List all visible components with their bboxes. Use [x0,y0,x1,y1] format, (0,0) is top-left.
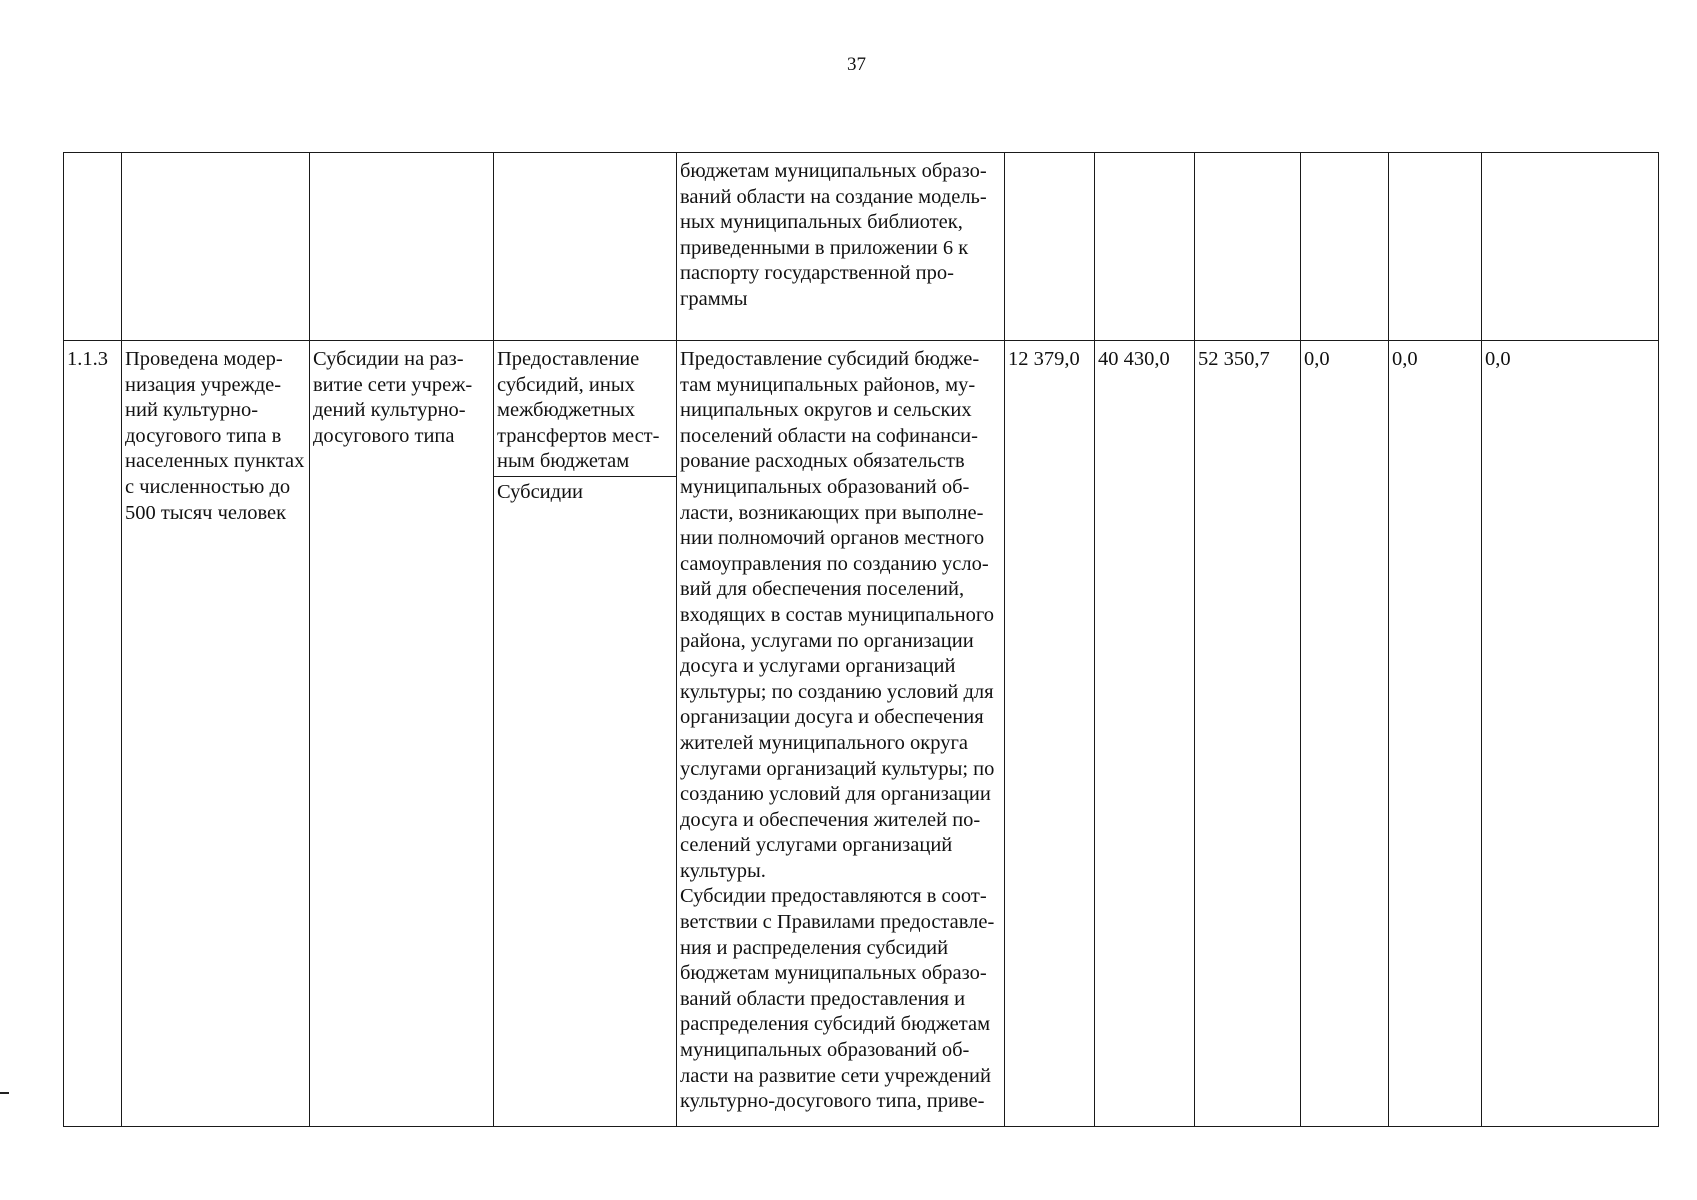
value-cell: 0,0 [1389,341,1482,1127]
table-row [64,341,1659,1127]
result-cell: Проведена модер-низация учрежде-ний культурно-досугового типа в населенных пунктах с численностью до 500 тысяч человек [122,341,310,1127]
scan-margin-mark [0,1092,9,1094]
cell-value [1005,153,1095,341]
cell-value [1195,153,1301,341]
page-number: 37 [847,54,866,75]
type-secondary: Субсидии [497,481,584,503]
cell-description: бюджетам муниципальных образо-ваний области на создание модель-ных муниципальных библиотек, приведенными в приложении 6 к паспорту государственной про-граммы [677,153,1005,341]
cell-value [1095,153,1195,341]
type-primary: Предоставление субсидий, иных межбюджетных трансфертов мест-ным бюджетам [494,347,676,477]
cell-value [1389,153,1482,341]
value-cell: 0,0 [1482,341,1659,1127]
description-paragraph: Предоставление субсидий бюдже-там муниципальных районов, му-ниципальных округов и сельских поселений области на софинанси-рование расходных обязательств муниципальных образований об-ласти, возникающих при выполне-нии полномочий органов местного самоуправления по созданию усло-вий для обеспечения поселений, входящих в состав муниципального района, услугами по организации досуга и услугами организаций культуры; по созданию условий для организации досуга и обеспечения жителей муниципального округа услугами организаций культуры; по созданию условий для организации досуга и обеспечения жителей по-селений услугами организаций культуры. [680,348,995,882]
value-cell: 40 430,0 [1095,341,1195,1127]
cell-type [494,153,677,341]
type-cell [494,341,677,1127]
cell-value [1301,153,1389,341]
cell-event [310,153,494,341]
budget-table [63,152,1659,1127]
event-cell: Субсидии на раз-витие сети учреж-дений культурно-досугового типа [310,341,494,1127]
description-paragraph: Субсидии предоставляются в соот-ветствии с Правилами предоставле-ния и распределения субсидий бюджетам муниципальных образо-ваний области предоставления и распределения субсидий бюджетам муниципальных образований об-ласти на развитие сети учреждений культурно-досугового типа, приве- [680,885,995,1113]
value-cell: 52 350,7 [1195,341,1301,1127]
cell-value [1482,153,1659,341]
cell-result [122,153,310,341]
table-row-continuation [64,153,1659,341]
description-cell [677,341,1005,1127]
value-cell: 12 379,0 [1005,341,1095,1127]
cell-number [64,153,122,341]
row-number: 1.1.3 [64,341,122,1127]
value-cell: 0,0 [1301,341,1389,1127]
